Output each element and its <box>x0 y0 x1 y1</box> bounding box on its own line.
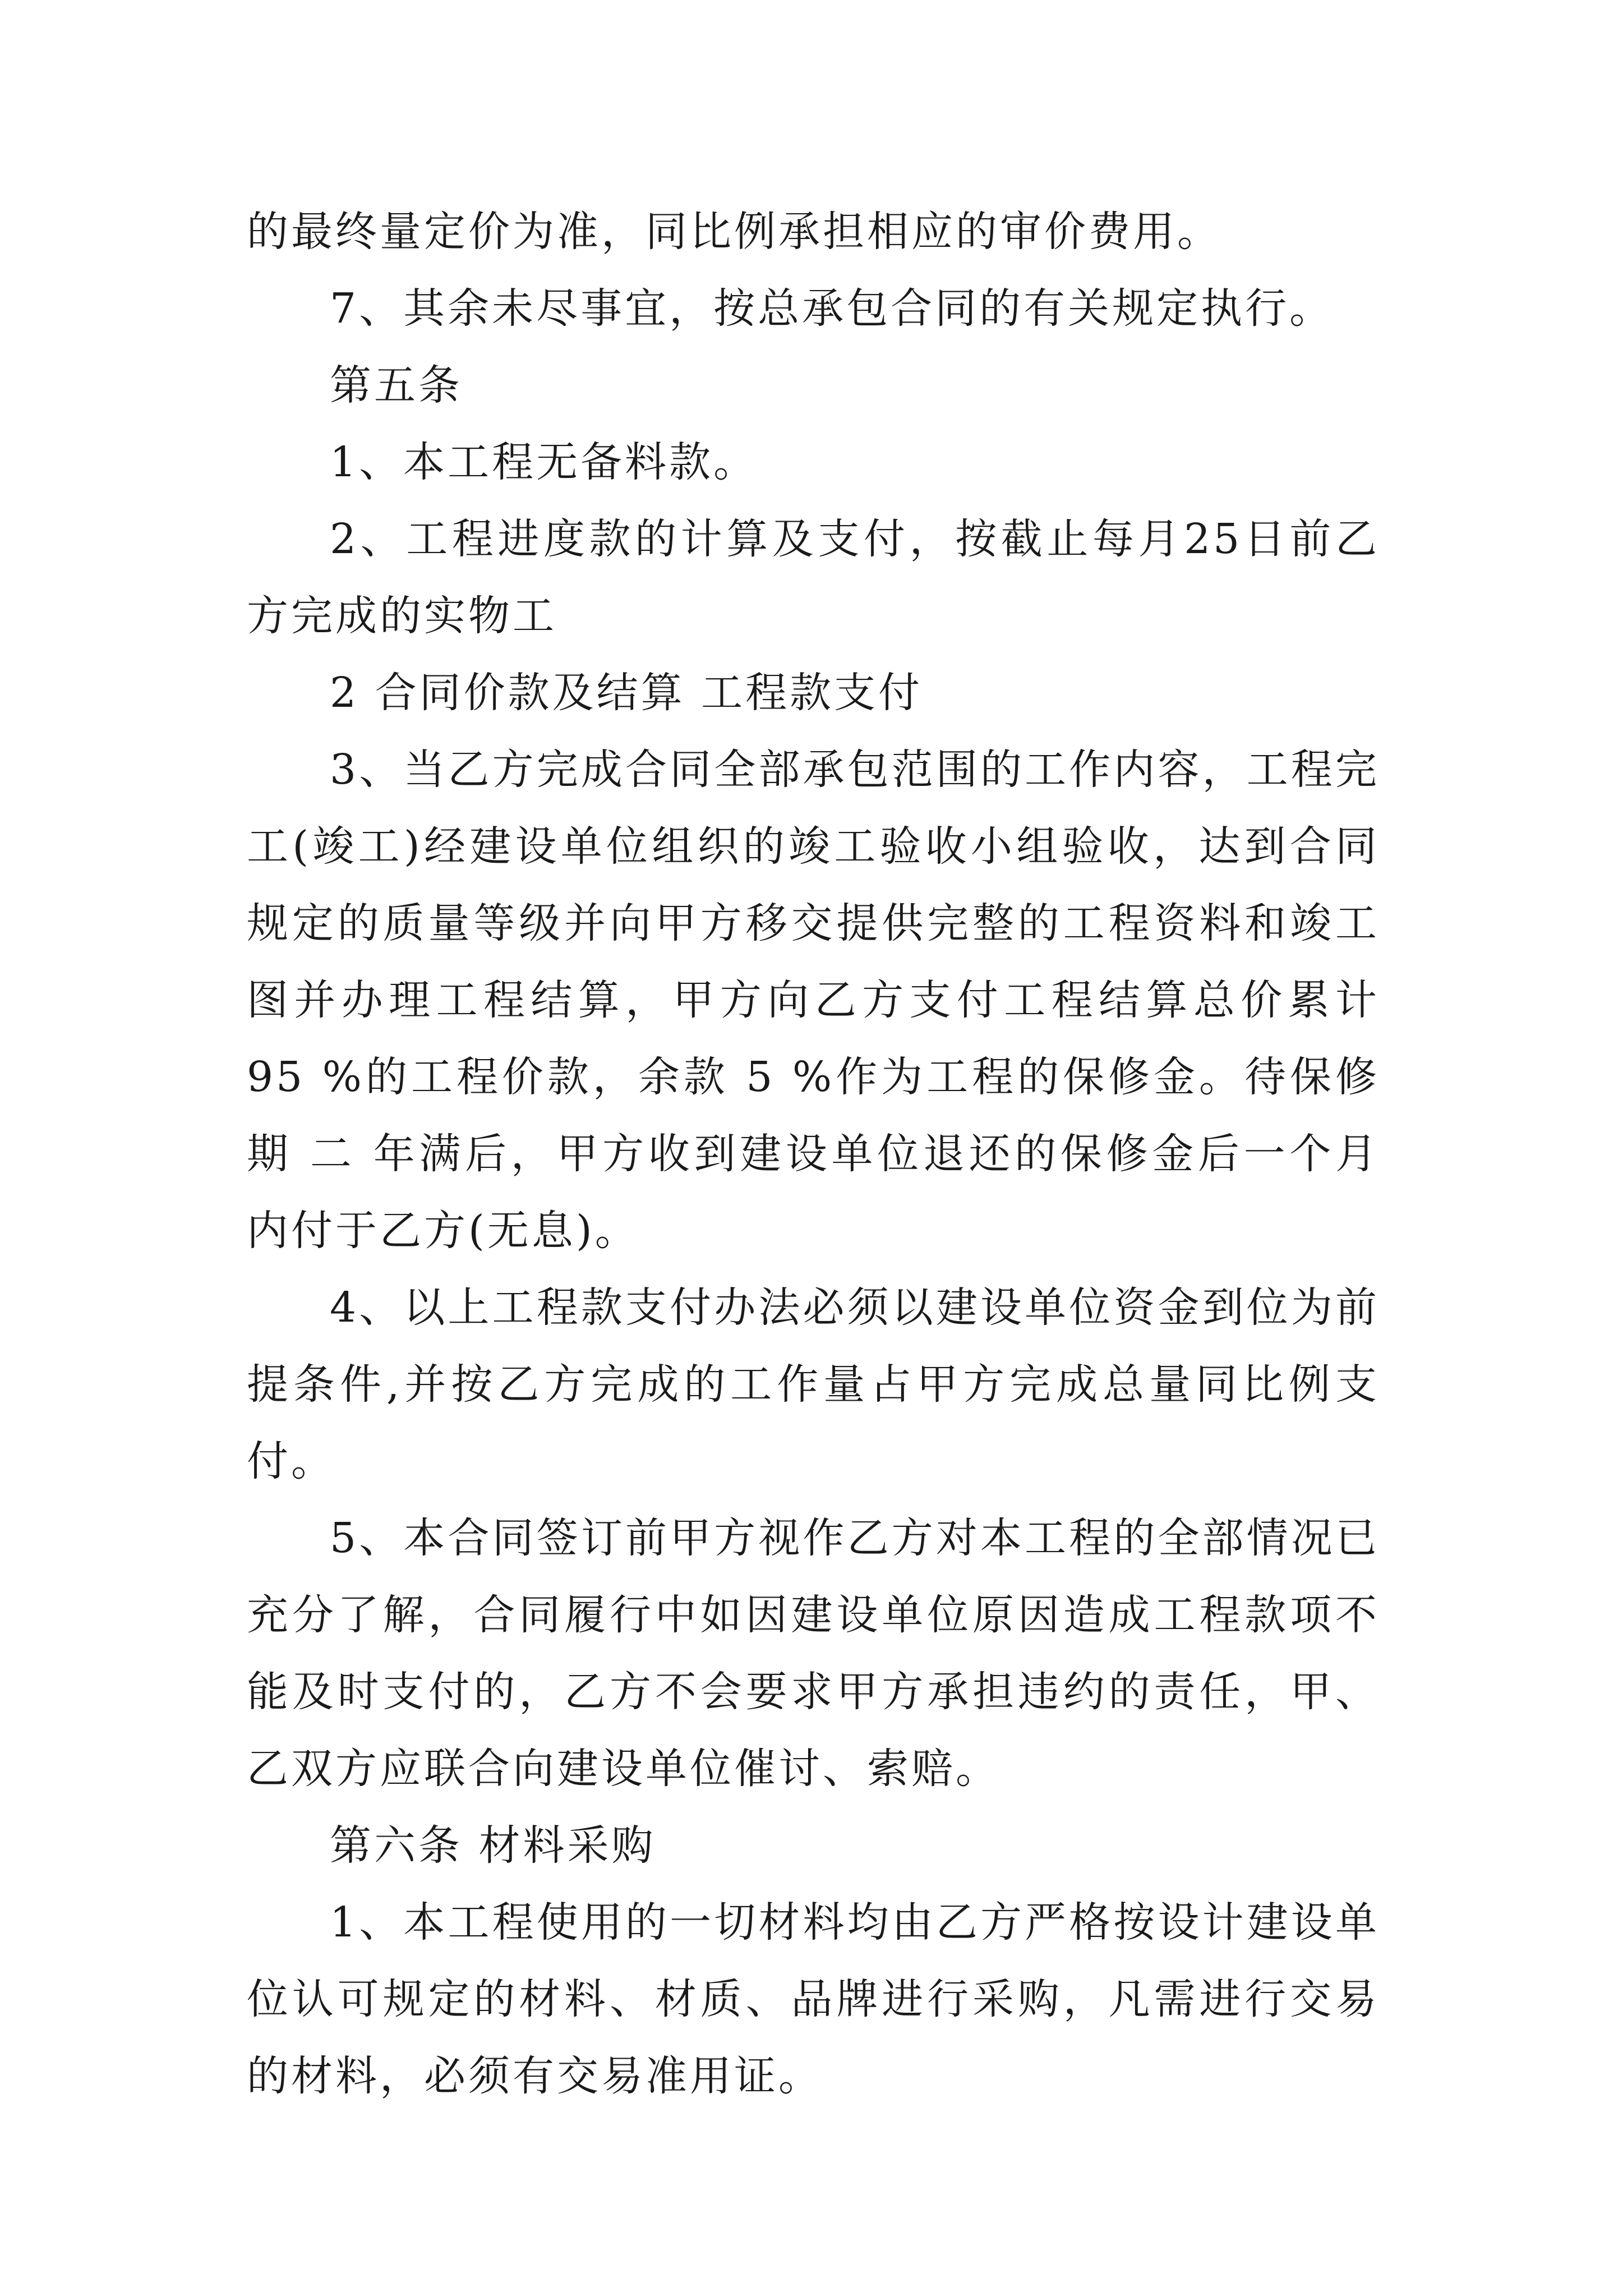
section-heading-payment: 2 合同价款及结算 工程款支付 <box>330 669 923 717</box>
document-body <box>247 194 1380 2115</box>
paragraph-material-1: 1、本工程使用的一切材料均由乙方严格按设计建设单位认可规定的材料、材质、品牌进行采购，凡需进行交易的材料，必须有交易准用证。 <box>247 1898 1380 2100</box>
paragraph-continuation: 的最终量定价为准，同比例承担相应的审价费用。 <box>247 208 1221 256</box>
paragraph-item-7: 7、其余未尽事宜，按总承包合同的有关规定执行。 <box>330 284 1334 333</box>
paragraph-item-3: 3、当乙方完成合同全部承包范围的工作内容，工程完工(竣工)经建设单位组织的竣工验收小组验收，达到合同规定的质量等级并向甲方移交提供完整的工程资料和竣工图并办理工程结算，甲方向乙方支付工程结算总价累计 95 %的工程价款，余款 5 %作为工程的保修金。待保修期 二 年满后，甲方收到建设单位退还的保修金后一个月内付于乙方(无息)。 <box>247 746 1380 1255</box>
paragraph-item-4: 4、以上工程款支付办法必须以建设单位资金到位为前提条件,并按乙方完成的工作量占甲方完成总量同比例支付。 <box>247 1283 1380 1485</box>
paragraph-item-2: 2、工程进度款的计算及支付，按截止每月25日前乙方完成的实物工 <box>247 515 1380 640</box>
paragraph-item-1: 1、本工程无备料款。 <box>330 438 758 486</box>
article-five-heading: 第五条 <box>330 361 463 409</box>
paragraph-item-5: 5、本合同签订前甲方视作乙方对本工程的全部情况已充分了解，合同履行中如因建设单位原因造成工程款项不能及时支付的，乙方不会要求甲方承担违约的责任，甲、乙双方应联合向建设单位催讨、索赔。 <box>247 1514 1380 1793</box>
article-six-heading: 第六条 材料采购 <box>330 1821 656 1870</box>
